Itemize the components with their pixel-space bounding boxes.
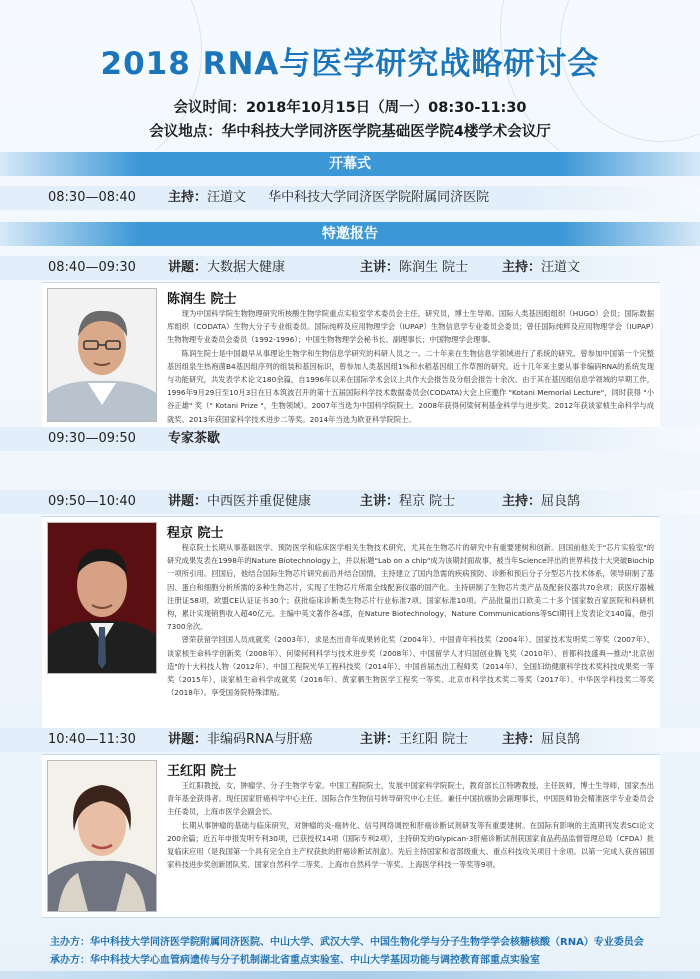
- section-opening-bar: [0, 152, 700, 176]
- talk-speaker-1: 陈润生 院士: [399, 260, 469, 275]
- talk-row-2: [0, 490, 700, 514]
- talk-time-3: 10:40—11:30: [48, 732, 136, 747]
- talk-time-2: 09:50—10:40: [48, 494, 136, 509]
- footer-organizers-text: 华中科技大学心血管病遗传与分子机制湖北省重点实验室、中山大学基因功能与调控教育部重点实验室: [90, 955, 540, 966]
- talk-speaker-2: 程京 院士: [399, 494, 456, 509]
- speaker-bio-3: [167, 779, 654, 871]
- talk-host-3: 屈良鹄: [541, 732, 581, 747]
- opening-org: 华中科技大学同济医学院附属同济医院: [268, 190, 490, 205]
- speaker-bio-3-para-1: 王红阳教授，女，肿瘤学、分子生物学专家。中国工程院院士，发展中国家科学院院士，教育部长江特聘教授，主任医师，博士生导师，国家杰出青年基金获得者。现任国家肝癌科学中心主任、国际合作生物信号转导研究中心主任。兼任中国抗癌协会副理事长，中国医师协会精准医学专业委员会主任委员，上海市医学会副会长。: [167, 781, 654, 817]
- footer-organizers: [50, 951, 540, 966]
- speaker-bio-2-para-2: 曾荣获留学回国人员成就奖（2003年）、求是杰出青年成果转化奖（2004年）、中国青年科技奖（2004年）、国家技术发明奖二等奖（2007年）、谈家桢生命科学创新奖（2008年）、何梁何利科学与技术进步奖（2008年）、中国留学人才归国创业腾飞奖（2010年）、首都科技盛典—推动"北京创造"的十大科技人物（2012年）、中国工程院光华工程科技奖（2014年）、中国首届杰出工程师奖（2014年）、全国妇幼健康科学技术奖科技成果奖一等奖（2015年）、谈家桢生命科学成就奖（2016年）、黄家驷生物医学工程奖一等奖、北京市科学技术奖二等奖（2017年）、中华医学科技奖二等奖（2018年）。享受国务院特殊津贴。: [167, 635, 654, 698]
- talk-host-1: 汪道文: [541, 260, 581, 275]
- talk-title-3: 非编码RNA与肝癌: [207, 732, 313, 747]
- footer-hosts: [50, 933, 644, 948]
- talk-speaker-label-2: 主讲：: [360, 494, 400, 509]
- speaker-bio-3-para-2: 长期从事肿瘤的基础与临床研究，对肿瘤的炎-癌转化、信号网络调控和肝癌诊断试剂研发等有重要建树。在国际有影响的主流期刊发表SCI论文200余篇；近五年申报发明专利30项，已获授权14项（国际专利2项），主持研发的Glypican-3肝癌诊断试剂获国家食品药品监督管理总局（CFDA）批复临床应用（是我国第一个具有完全自主产权获批的肝癌诊断试剂盒）。先后主持国家和省部级重大、重点科技攻关项目十余项。以第一完成人获首届国家科技进步奖创新团队奖、国家自然科学二等奖、上海市自然科学一等奖、上海医学科技一等奖等9项。: [167, 820, 654, 870]
- talk-host-label-3: 主持：: [502, 732, 542, 747]
- speaker-card-3: [42, 754, 660, 918]
- section-invited-label: 特邀报告: [322, 226, 378, 242]
- footer-organizers-label: 承办方：: [50, 955, 90, 966]
- speaker-bio-1: [167, 307, 654, 426]
- page-title: 2018 RNA与医学研究战略研讨会: [100, 46, 600, 82]
- speaker-bio-2-para-1: 程京院士长期从事基础医学、预防医学和临床医学相关生物技术研究，尤其在生物芯片的研究中有重要建树和创新。回国前他关于"芯片实验室"的研究成果发表在1998年的Nature Biotechnology上，并以标题"Lab on a chip"成为该期封面故事，被当年Science评出的世界科技十大突破Biochip一项所引用。回国后，他结合国际生物芯片研究前沿并结合国情，主持建立了国内急需的疾病预防、诊断和预后分子分型芯片技术体系，领导研制了基因、蛋白和细胞分析所需的多种生物芯片，实现了生物芯片所需全线配套仪器的国产化。主持研制了生物芯片类产品及配套仪器共70余项；获医疗器械注册证58项，欧盟CE认证证书30个；获批临床诊断类生物芯片行业标准7项、国家标准10项。产品批量出口欧美二十多个国家数百家医院和科研机构，累计实现销售收入超40亿元。主编中英文著作各4部，在Nature Biotechnology、Nature Communications等SCI期刊上发表论文140篇，他引7300余次。: [167, 543, 654, 632]
- opening-row: [0, 186, 700, 210]
- meeting-place: 会议地点：华中科技大学同济医学院基础医学院4楼学术会议厅: [149, 124, 551, 140]
- speaker-photo-2: [47, 522, 157, 674]
- talk-speaker-label-3: 主讲：: [360, 732, 400, 747]
- speaker-bio-2: [167, 541, 654, 699]
- talk-host-label-1: 主持：: [502, 260, 542, 275]
- talk-title-label-1: 讲题：: [168, 260, 208, 275]
- talk-title-label-3: 讲题：: [168, 732, 208, 747]
- speaker-bio-1-para-1: 现为中国科学院生物物理研究所核酸生物学院重点实验室学术委员会主任，研究员，博士生导师。国际人类基因组组织（HUGO）会员；国际数据库组织（CODATA）生物大分子专业组委员。国际纯粹及应用物理学会（IUPAP）生物信息学专业委员会委员；曾任国际纯粹及应用物理学会（IUPAP）生物物理专业委员会委员（1992-1996）；中国生物物理学会秘书长、副理事长；中国物理学会理事。: [167, 309, 654, 345]
- opening-host-label: 主持：: [168, 190, 208, 205]
- talk-speaker-label-1: 主讲：: [360, 260, 400, 275]
- talk-speaker-3: 王红阳 院士: [399, 732, 469, 747]
- footer-hosts-text: 华中科技大学同济医学院附属同济医院、中山大学、武汉大学、中国生物化学与分子生物学学会核糖核酸（RNA）专业委员会: [90, 937, 644, 948]
- speaker-name-3: 王红阳 院士: [167, 764, 237, 779]
- talk-host-label-2: 主持：: [502, 494, 542, 509]
- speaker-card-1: [42, 282, 660, 429]
- break-row: [0, 427, 700, 451]
- talk-title-2: 中西医并重促健康: [207, 494, 312, 509]
- bottom-strip: [0, 971, 700, 979]
- speaker-name-1: 陈润生 院士: [167, 292, 237, 307]
- opening-time: 08:30—08:40: [48, 190, 136, 205]
- talk-row-3: [0, 728, 700, 752]
- speaker-photo-1: [47, 288, 157, 422]
- talk-row-1: [0, 256, 700, 280]
- section-invited-bar: [0, 222, 700, 246]
- meeting-time: 会议时间：2018年10月15日（周一）08:30-11:30: [173, 100, 527, 116]
- talk-title-1: 大数据大健康: [207, 260, 286, 275]
- speaker-bio-1-para-2: 陈润生院士是中国最早从事理论生物学和生物信息学研究的科研人员之一。二十年来在生物信息学领域进行了系统的研究。曾参加中国第一个完整基因组泉生热袍菌B4基因组序列的组装和基因标识，曾参加人类基因组1%和水稻基因组工作草图的研究。近十几年来主要从事非编码RNA的系统发现与功能研究，共发表学术论文180余篇，自1996年以来在国际学术会议上共作大会报告及分组会报告十余次。由于其在基因组信息学领域的早期工作，1996年9月29日至10月3日在日本筑波召开的第十五届国际科学技术数据委员会(CODATA)大会上应邀作 "Kotani Memorial Lecture"，同时获得 "小谷正雄" 奖（" Kotani Prize "，生物领域）。2007年当选为中国科学院院士。2008年获得何梁何利基金科学与进步奖。2012年获谈家桢生命科学与成就奖。2013年获国家科学技术进步二等奖。2014年当选为欧亚科学院院士。: [167, 348, 654, 424]
- section-opening-label: 开幕式: [329, 156, 371, 172]
- speaker-name-2: 程京 院士: [167, 526, 224, 541]
- break-time: 09:30—09:50: [48, 431, 136, 446]
- break-label: 专家茶歇: [168, 431, 221, 446]
- speaker-photo-3: [47, 760, 157, 912]
- talk-time-1: 08:40—09:30: [48, 260, 136, 275]
- speaker-card-2: [42, 516, 660, 730]
- talk-host-2: 屈良鹄: [541, 494, 581, 509]
- opening-host: 汪道文: [207, 190, 247, 205]
- talk-title-label-2: 讲题：: [168, 494, 208, 509]
- footer-hosts-label: 主办方：: [50, 937, 90, 948]
